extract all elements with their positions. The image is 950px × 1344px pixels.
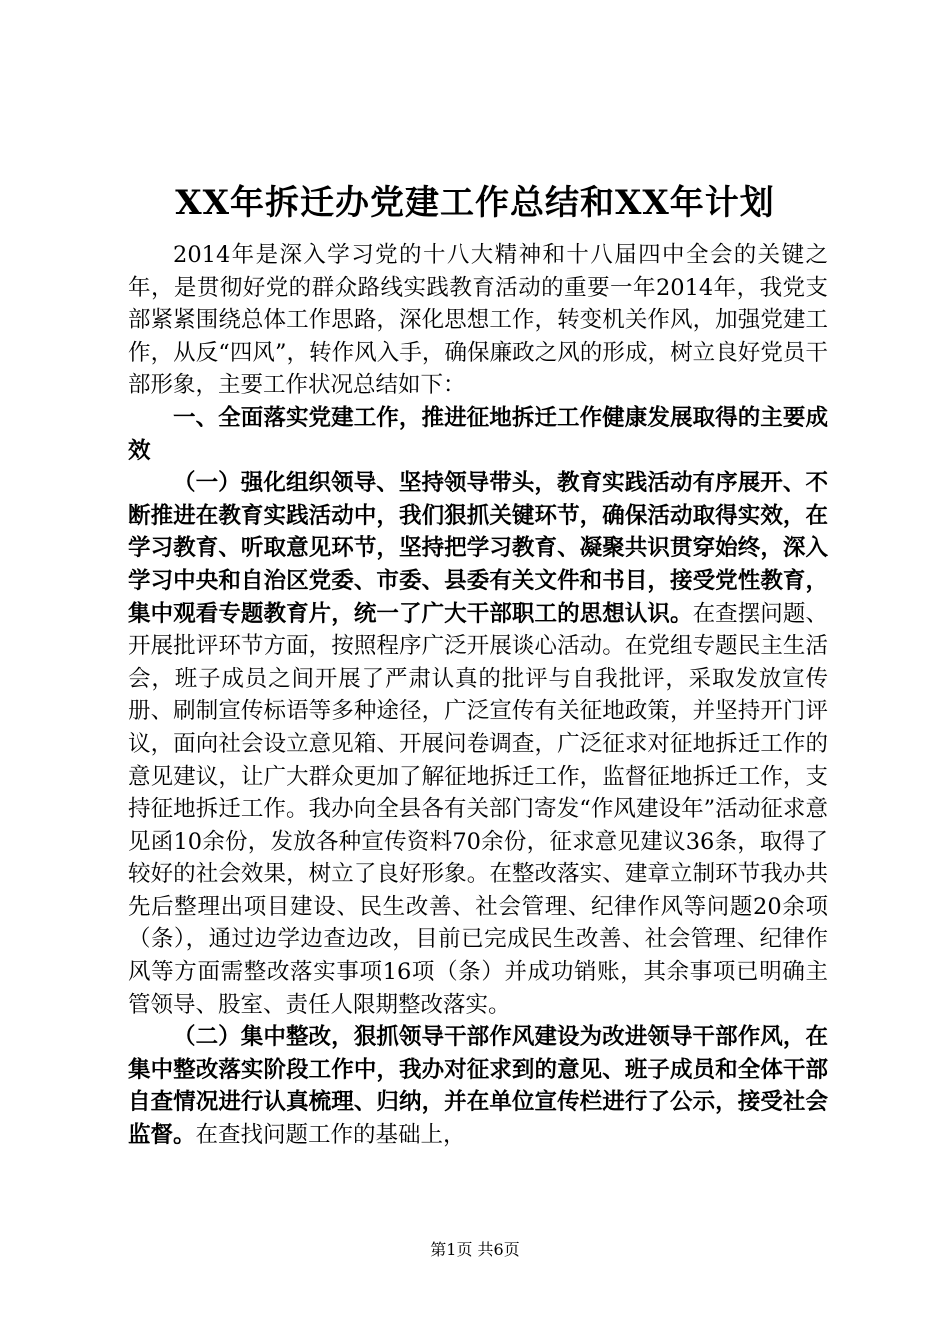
paragraph-1-lead: （一）强化组织领导、坚持领导带头，教育实践活动有序展开、不断推进在教育实践活动中，我们狠抓关键环节，确保活动取得实效，在学习教育、听取意见环节，坚持把学习教育、凝聚共识贯穿始终，深入学习中央和自治区党委、市委、县委有关文件和书目，接受党性教育，集中观看专题教育片，统一了广大干部职工的思想认识。: [128, 470, 828, 627]
paragraph-2-lead: （二）集中整改，狠抓领导干部作风建设为改进领导干部作风，在集中整改落实阶段工作中，我办对征求到的意见、班子成员和全体干部自查情况进行认真梳理、归纳，并在单位宣传栏进行了公示，接受社会监督。: [128, 1024, 828, 1149]
paragraph-2-body: 在查找问题工作的基础上，: [195, 1122, 466, 1149]
paragraph-2: [128, 1021, 828, 1151]
intro-paragraph: 2014年是深入学习党的十八大精神和十八届四中全会的关键之年，是贯彻好党的群众路线实践教育活动的重要一年2014年，我党支部紧紧围绕总体工作思路，深化思想工作，转变机关作风，加强党建工作，从反“四风”，转作风入手，确保廉政之风的形成，树立良好党员干部形象，主要工作状况总结如下：: [128, 242, 828, 399]
page-footer: 第1页 共6页: [430, 1240, 520, 1259]
document-body: [128, 239, 828, 1152]
paragraph-1-body: 在查摆问题、开展批评环节方面，按照程序广泛开展谈心活动。在党组专题民主生活会，班子成员之间开展了严肃认真的批评与自我批评，采取发放宣传册、刷制宣传标语等多种途径，广泛宣传有关征地政策，并坚持开门评议，面向社会设立意见箱、开展问卷调查，广泛征求对征地拆迁工作的意见建议，让广大群众更加了解征地拆迁工作，监督征地拆迁工作，支持征地拆迁工作。我办向全县各有关部门寄发“作风建设年”活动征求意见函10余份，发放各种宣传资料70余份，征求意见建议36条，取得了较好的社会效果，树立了良好形象。在整改落实、建章立制环节我办共先后整理出项目建设、民生改善、社会管理、纪律作风等问题20余项（条），通过边学边查边改，目前已完成民生改善、社会管理、纪律作风等方面需整改落实事项16项（条）并成功销账，其余事项已明确主管领导、股室、责任人限期整改落实。: [128, 600, 828, 1018]
section-heading: 一、全面落实党建工作，推进征地拆迁工作健康发展取得的主要成效: [128, 404, 828, 464]
document-title: XX年拆迁办党建工作总结和XX年计划: [175, 183, 775, 223]
paragraph-1: [128, 467, 828, 1021]
